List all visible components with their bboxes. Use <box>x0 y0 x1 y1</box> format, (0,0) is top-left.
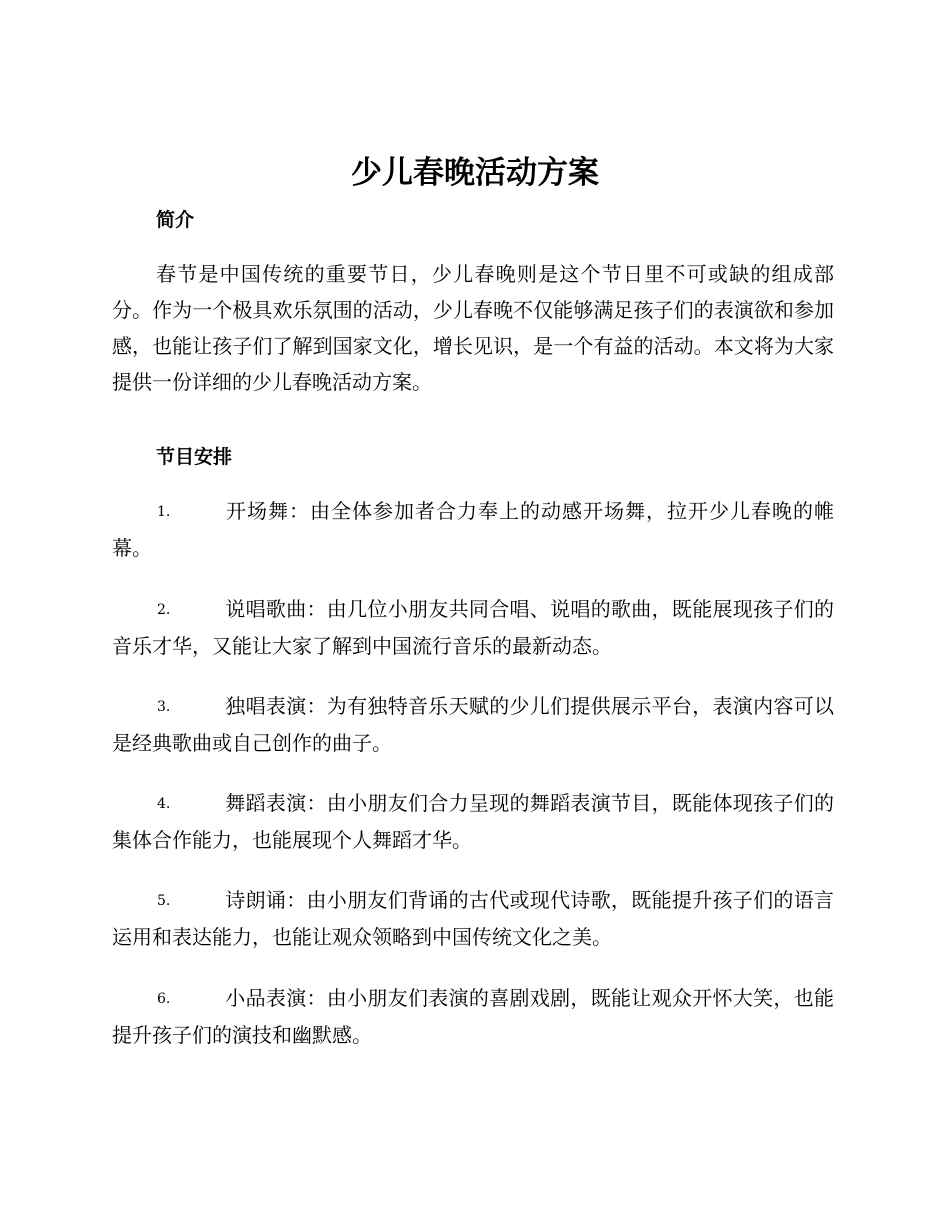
program-item <box>112 688 834 761</box>
program-item <box>112 591 834 664</box>
item-text: 小品表演：由小朋友们表演的喜剧戏剧，既能让观众开怀大笑，也能提升孩子们的演技和幽默感。 <box>112 986 834 1047</box>
item-number: 5. <box>157 893 171 909</box>
program-item <box>112 493 834 566</box>
section-heading-intro: 简介 <box>156 209 195 231</box>
item-number: 6. <box>157 991 171 1007</box>
item-number: 3. <box>157 699 171 715</box>
program-item <box>112 785 834 858</box>
intro-paragraph: 春节是中国传统的重要节日，少儿春晚则是这个节日里不可或缺的组成部分。作为一个极具欢乐氛围的活动，少儿春晚不仅能够满足孩子们的表演欲和参加感，也能让孩子们了解到国家文化，增长见识，是一个有益的活动。本文将为大家提供一份详细的少儿春晚活动方案。 <box>112 262 834 394</box>
item-text: 开场舞：由全体参加者合力奉上的动感开场舞，拉开少儿春晚的帷幕。 <box>112 499 834 560</box>
section-heading-program: 节目安排 <box>156 446 233 468</box>
item-number: 4. <box>157 796 171 812</box>
program-item <box>112 980 834 1053</box>
program-item <box>112 882 834 955</box>
item-text: 诗朗诵：由小朋友们背诵的古代或现代诗歌，既能提升孩子们的语言运用和表达能力，也能让观众领略到中国传统文化之美。 <box>112 888 834 949</box>
item-text: 说唱歌曲：由几位小朋友共同合唱、说唱的歌曲，既能展现孩子们的音乐才华，又能让大家了解到中国流行音乐的最新动态。 <box>112 597 834 658</box>
item-number: 1. <box>157 504 171 520</box>
item-text: 舞蹈表演：由小朋友们合力呈现的舞蹈表演节目，既能体现孩子们的集体合作能力，也能展现个人舞蹈才华。 <box>112 791 834 852</box>
item-number: 2. <box>157 602 171 618</box>
item-text: 独唱表演：为有独特音乐天赋的少儿们提供展示平台，表演内容可以是经典歌曲或自己创作的曲子。 <box>112 694 834 755</box>
document-title: 少儿春晚活动方案 <box>351 155 599 191</box>
